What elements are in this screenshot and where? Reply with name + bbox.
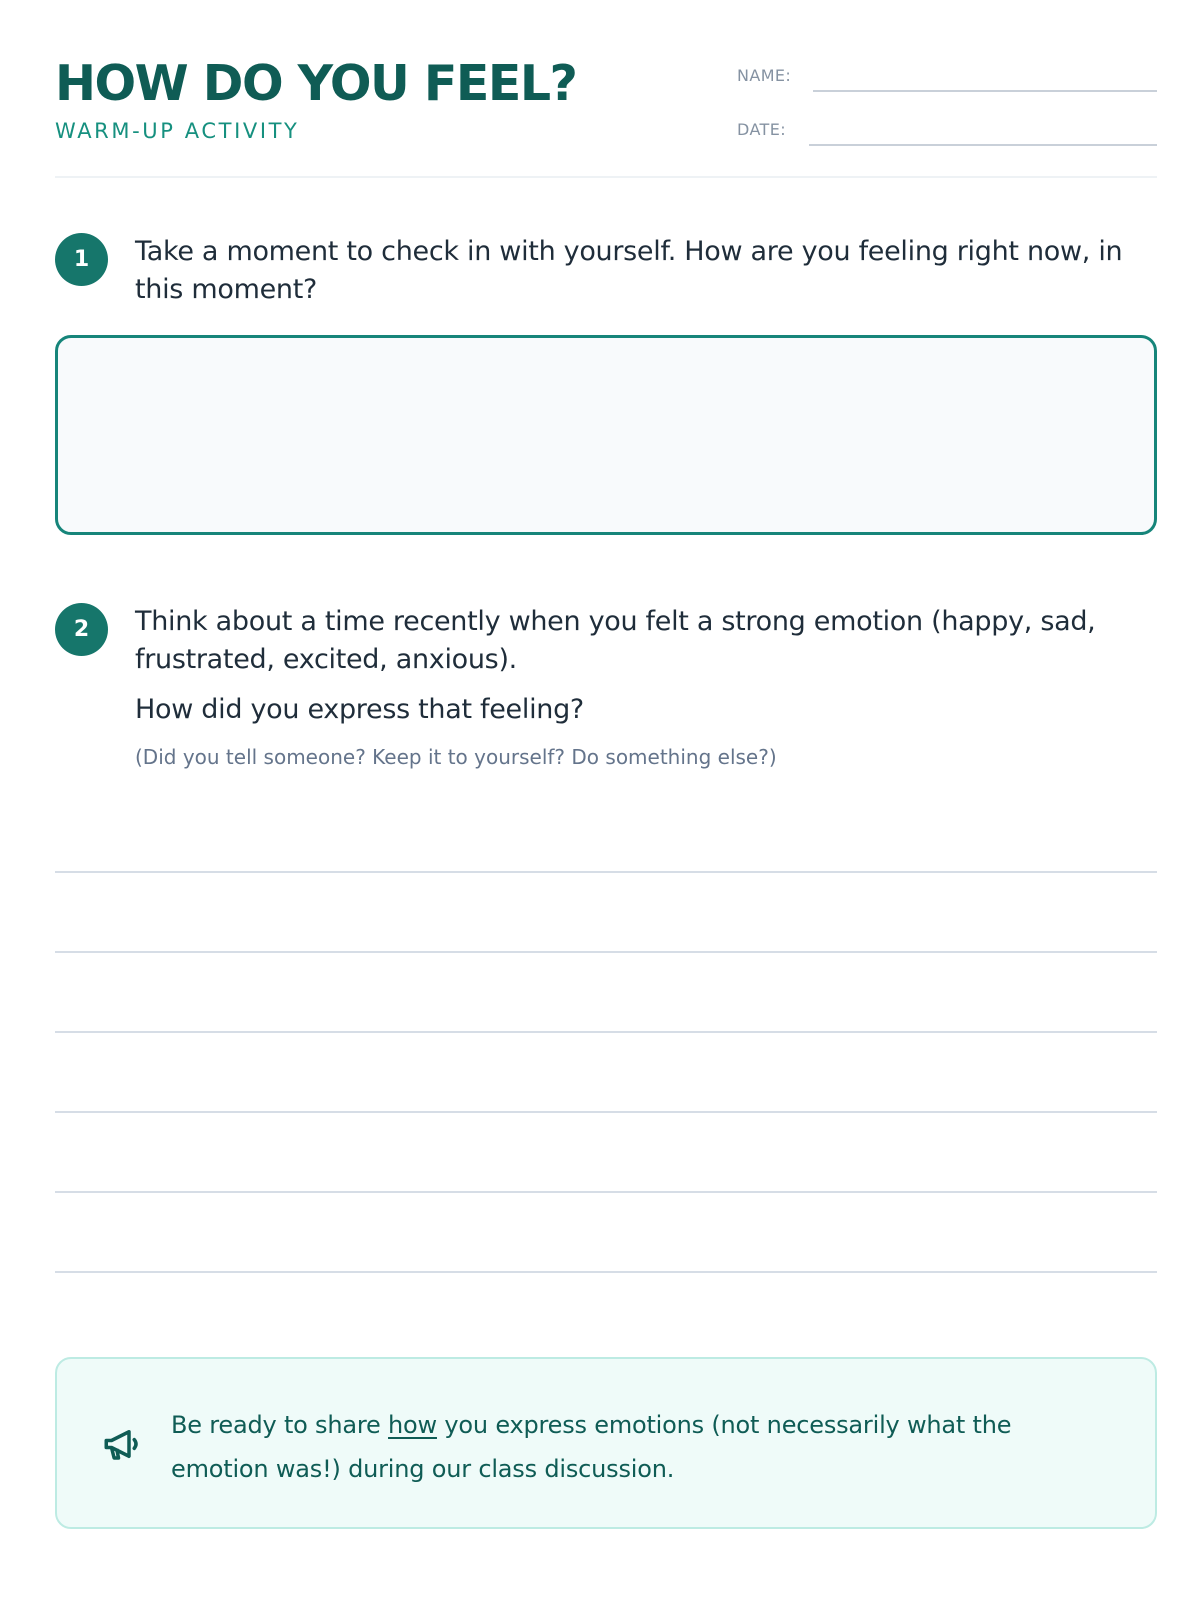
question-text: Take a moment to check in with yourself. How are you feeling right now, in this moment?: [135, 236, 1123, 305]
date-field-row: [737, 114, 1157, 154]
question-number-badge: 1: [55, 233, 108, 286]
worksheet-page: [55, 0, 1157, 1600]
page-subtitle: WARM-UP ACTIVITY: [55, 119, 300, 143]
writing-line[interactable]: [55, 1111, 1157, 1113]
date-label: DATE:: [737, 120, 787, 139]
question-hint: (Did you tell someone? Keep it to yourself? Do something else?): [135, 745, 777, 769]
writing-line[interactable]: [55, 871, 1157, 873]
megaphone-icon: [101, 1423, 143, 1465]
writing-line[interactable]: [55, 1031, 1157, 1033]
worksheet-header: [55, 50, 1157, 178]
name-field-row: [737, 60, 1157, 100]
name-label: NAME:: [737, 66, 792, 85]
writing-line[interactable]: [55, 951, 1157, 953]
name-field[interactable]: [813, 90, 1157, 92]
page-title: HOW DO YOU FEEL?: [55, 55, 577, 112]
writing-line[interactable]: [55, 1191, 1157, 1193]
discussion-callout: [55, 1357, 1157, 1529]
answer-box-question-1[interactable]: [55, 335, 1157, 535]
question-text: Think about a time recently when you felt a strong emotion (happy, sad, frustrated, excited, anxious).: [135, 606, 1096, 675]
callout-text: [171, 1403, 1101, 1491]
date-field[interactable]: [809, 144, 1157, 146]
question-number-badge: 2: [55, 603, 108, 656]
callout-text-after: you express emotions (not necessarily what the emotion was!) during our class discussion.: [171, 1411, 1012, 1483]
callout-text-underlined: how: [388, 1411, 437, 1439]
writing-line[interactable]: [55, 1271, 1157, 1273]
question-subtext: How did you express that feeling?: [135, 694, 584, 725]
callout-text-before: Be ready to share: [171, 1411, 389, 1439]
